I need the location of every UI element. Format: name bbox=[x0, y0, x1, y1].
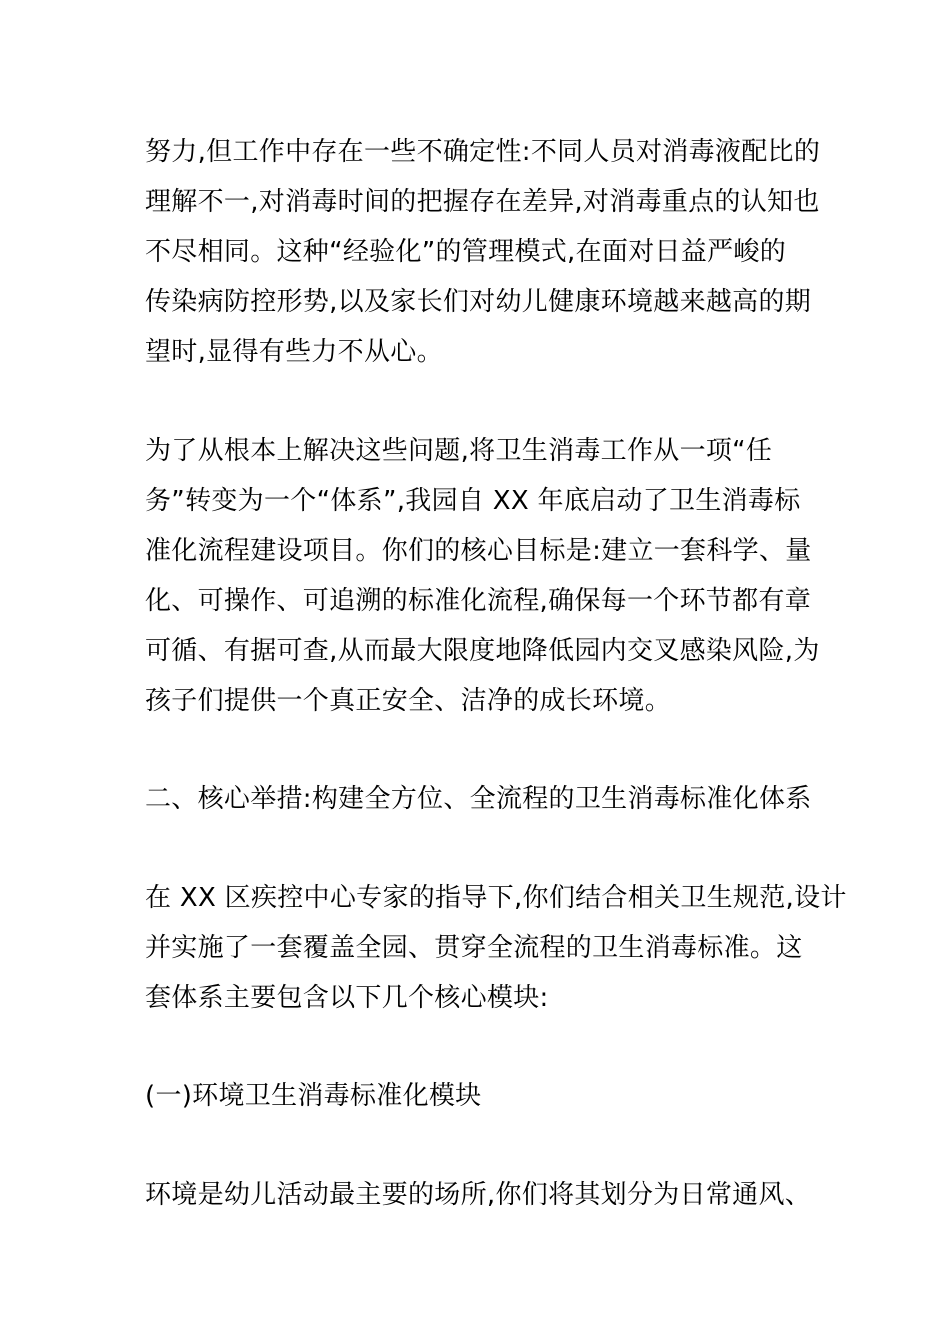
paragraph-line: 化、可操作、可追溯的标准化流程,确保每一个环节都有章 bbox=[145, 586, 812, 616]
paragraph-line: 传染病防控形势,以及家长们对幼儿健康环境越来越高的期 bbox=[145, 287, 812, 317]
subsection-heading-text: (一)环境卫生消毒标准化模块 bbox=[145, 1081, 482, 1111]
paragraph-line: 努力,但工作中存在一些不确定性:不同人员对消毒液配比的 bbox=[145, 137, 821, 167]
paragraph-line: 望时,显得有些力不从心。 bbox=[145, 337, 443, 367]
paragraph-1 bbox=[145, 127, 825, 377]
section-heading bbox=[145, 774, 825, 824]
paragraph-line: 不尽相同。这种“经验化”的管理模式,在面对日益严峻的 bbox=[145, 237, 787, 267]
paragraph-line: 环境是幼儿活动最主要的场所,你们将其划分为日常通风、 bbox=[145, 1180, 812, 1210]
paragraph-line: 务”转变为一个“体系”,我园自 XX 年底启动了卫生消毒标 bbox=[145, 486, 801, 516]
subsection-heading bbox=[145, 1071, 825, 1121]
paragraph-line: 孩子们提供一个真正安全、洁净的成长环境。 bbox=[145, 686, 672, 716]
paragraph-line: 并实施了一套覆盖全园、贯穿全流程的卫生消毒标准。这 bbox=[145, 933, 803, 963]
paragraph-line: 套体系主要包含以下几个核心模块: bbox=[145, 983, 549, 1013]
paragraph-3 bbox=[145, 873, 847, 1023]
paragraph-line: 准化流程建设项目。你们的核心目标是:建立一套科学、量 bbox=[145, 536, 812, 566]
paragraph-4 bbox=[145, 1170, 825, 1220]
paragraph-line: 在 XX 区疾控中心专家的指导下,你们结合相关卫生规范,设计 bbox=[145, 883, 847, 913]
paragraph-line: 为了从根本上解决这些问题,将卫生消毒工作从一项“任 bbox=[145, 436, 773, 466]
paragraph-line: 可循、有据可查,从而最大限度地降低园内交叉感染风险,为 bbox=[145, 636, 820, 666]
paragraph-2 bbox=[145, 426, 825, 726]
paragraph-line: 理解不一,对消毒时间的把握存在差异,对消毒重点的认知也 bbox=[145, 187, 820, 217]
section-heading-text: 二、核心举措:构建全方位、全流程的卫生消毒标准化体系 bbox=[145, 784, 812, 814]
